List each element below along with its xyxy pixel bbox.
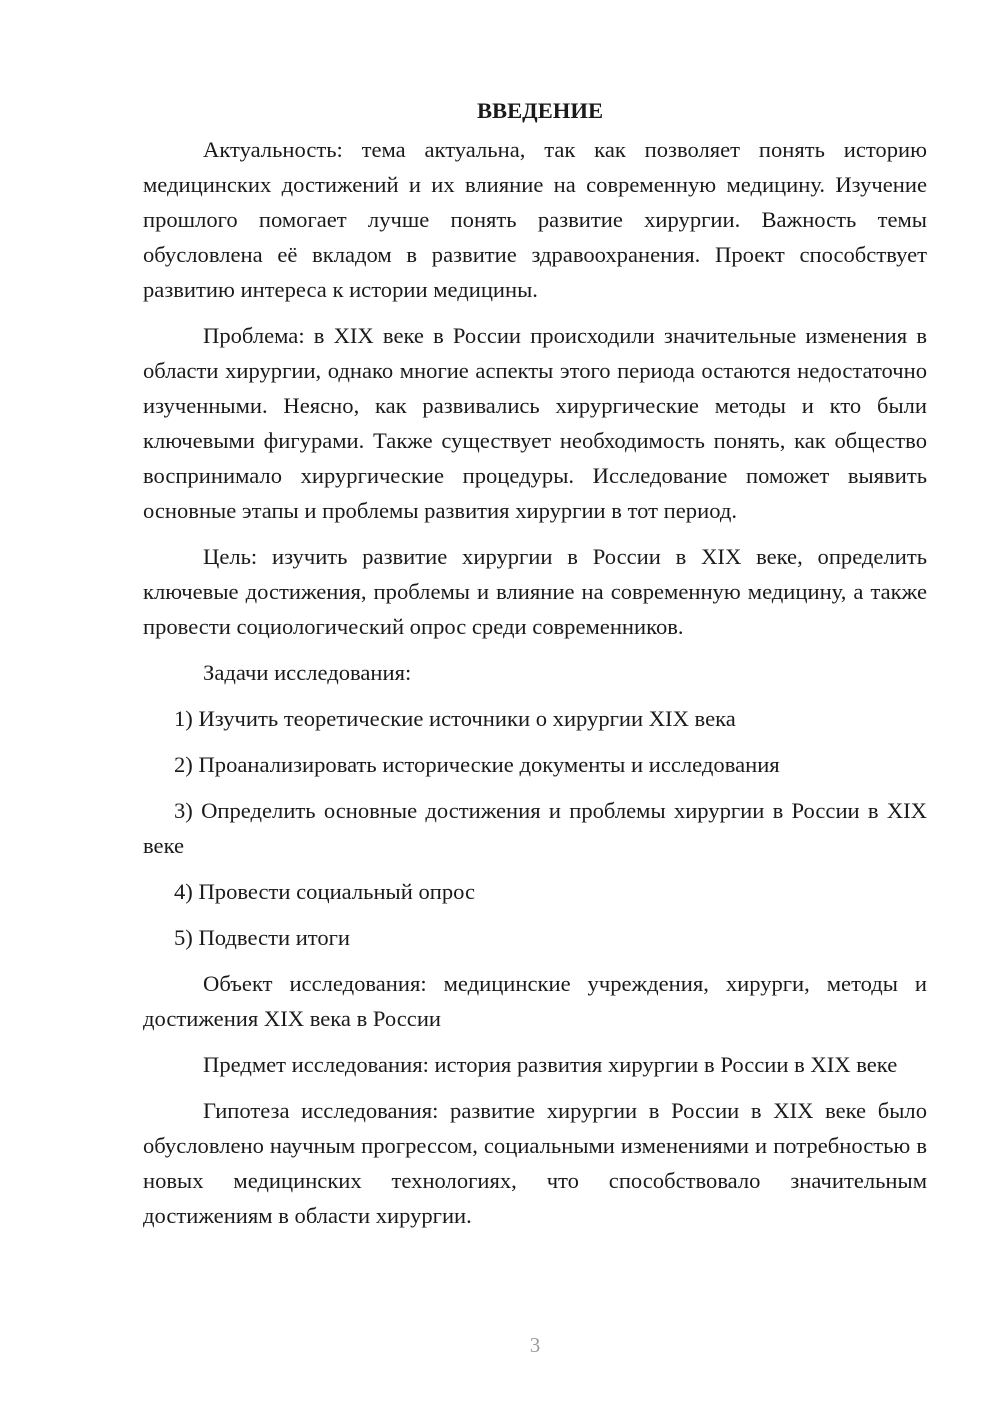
- page-title: ВВЕДЕНИЕ: [476, 98, 604, 123]
- task-item-3: 3) Определить основные достижения и проблемы хирургии в России в XIX веке: [143, 798, 927, 858]
- goal-paragraph: Цель: изучить развитие хирургии в России в XIX веке, определить ключевые достижения, проблемы и влияние на современную медицину, а также провести социологический опрос среди современников.: [143, 544, 927, 639]
- page-content: [143, 93, 927, 1244]
- problem-paragraph: Проблема: в XIX веке в России происходили значительные изменения в области хирургии, однако многие аспекты этого периода остаются недостаточно изученными. Неясно, как развивались хирургические методы и кто были ключевыми фигурами. Также существует необходимость понять, как общество воспринимало хирургические процедуры. Исследование поможет выявить основные этапы и проблемы развития хирургии в тот период.: [143, 323, 927, 523]
- subject-paragraph: Предмет исследования: история развития хирургии в России в XIX веке: [203, 1052, 898, 1077]
- task-item-1: 1) Изучить теоретические источники о хирургии XIX века: [174, 706, 736, 731]
- task-item-4: 4) Провести социальный опрос: [174, 879, 476, 904]
- page-number: 3: [529, 1333, 541, 1357]
- tasks-heading: Задачи исследования:: [203, 660, 412, 685]
- hypothesis-paragraph: Гипотеза исследования: развитие хирургии в России в XIX веке было обусловлено научным прогрессом, социальными изменениями и потребностью в новых медицинских технологиях, что способствовало значительным достижениям в области хирургии.: [143, 1098, 927, 1228]
- task-item-5: 5) Подвести итоги: [174, 925, 351, 950]
- relevance-paragraph: Актуальность: тема актуальна, так как позволяет понять историю медицинских достижений и их влияние на современную медицину. Изучение прошлого помогает лучше понять развитие хирургии. Важность темы обусловлена её вкладом в развитие здравоохранения. Проект способствует развитию интереса к истории медицины.: [143, 137, 927, 302]
- task-item-2: 2) Проанализировать исторические документы и исследования: [174, 752, 780, 777]
- object-paragraph: Объект исследования: медицинские учреждения, хирурги, методы и достижения XIX века в России: [143, 971, 927, 1031]
